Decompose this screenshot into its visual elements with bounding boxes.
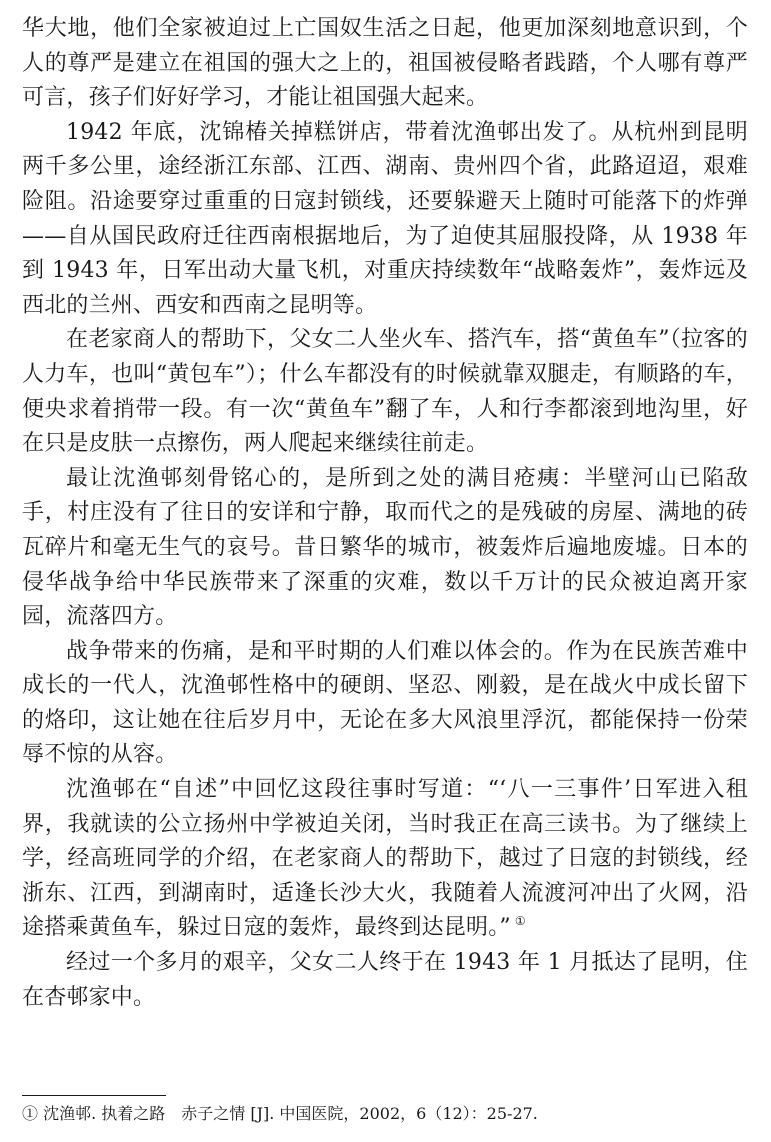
paragraph-3: 在老家商人的帮助下，父女二人坐火车、搭汽车，搭“黄鱼车”（拉客的人力车，也叫“黄包车”）；什么车都没有的时候就靠双腿走，有顺路的车，便央求着捎带一段。有一次“黄鱼车”翻了车，人和行李都滚到地沟里，好在只是皮肤一点擦伤，两人爬起来继续往前走。 [22, 327, 748, 457]
footnote-reference-mark[interactable]: ① [514, 914, 526, 929]
paragraph-7: 经过一个多月的艰辛，父女二人终于在 1943 年 1 月抵达了昆明，住在杏邨家中。 [22, 950, 748, 1010]
document-body [22, 12, 748, 1015]
paragraph-2: 1942 年底，沈锦椿关掉糕饼店，带着沈渔邨出发了。从杭州到昆明两千多公里，途经浙江东部、江西、湖南、贵州四个省，此路迢迢，艰难险阻。沿途要穿过重重的日寇封锁线，还要躲避天上随时可能落下的炸弹——自从国民政府迁往西南根据地后，为了迫使其屈服投降，从 1938 年到 1943 年，日军出动大量飞机，对重庆持续数年“战略轰炸”，轰炸远及西北的兰州、西安和西南之昆明等。 [22, 119, 748, 318]
paragraph-4: 最让沈渔邨刻骨铭心的，是所到之处的满目疮痍：半壁河山已陷敌手，村庄没有了往日的安详和宁静，取而代之的是残破的房屋、满地的砖瓦碎片和毫无生气的哀号。昔日繁华的城市，被轰炸后遍地废墟。日本的侵华战争给中华民族带来了深重的灾难，数以千万计的民众被迫离开家园，流落四方。 [22, 465, 748, 630]
paragraph-6-text: 沈渔邨在“自述”中回忆这段往事时写道：“‘八一三事件’日军进入租界，我就读的公立扬州中学被迫关闭，当时我正在高三读书。为了继续上学，经高班同学的介绍，在老家商人的帮助下，越过了日寇的封锁线，经浙东、江西，到湖南时，适逢长沙大火，我随着人流渡河冲出了火网，沿途搭乘黄鱼车，躲过日寇的轰炸，最终到达昆明。” [22, 777, 748, 941]
footnote-divider [22, 1095, 166, 1096]
paragraph-6 [22, 773, 748, 946]
paragraph-5: 战争带来的伤痛，是和平时期的人们难以体会的。作为在民族苦难中成长的一代人，沈渔邨性格中的硬朗、坚忍、刚毅，是在战火中成长留下的烙印，这让她在往后岁月中，无论在多大风浪里浮沉，都能保持一份荣辱不惊的从容。 [22, 638, 748, 768]
footnote: ① 沈渔邨. 执着之路 赤子之情 [J]. 中国医院，2002，6（12）：25-27. [22, 1104, 538, 1123]
paragraph-1: 华大地，他们全家被迫过上亡国奴生活之日起，他更加深刻地意识到，个人的尊严是建立在祖国的强大之上的，祖国被侵略者践踏，个人哪有尊严可言，孩子们好好学习，才能让祖国强大起来。 [22, 16, 748, 111]
